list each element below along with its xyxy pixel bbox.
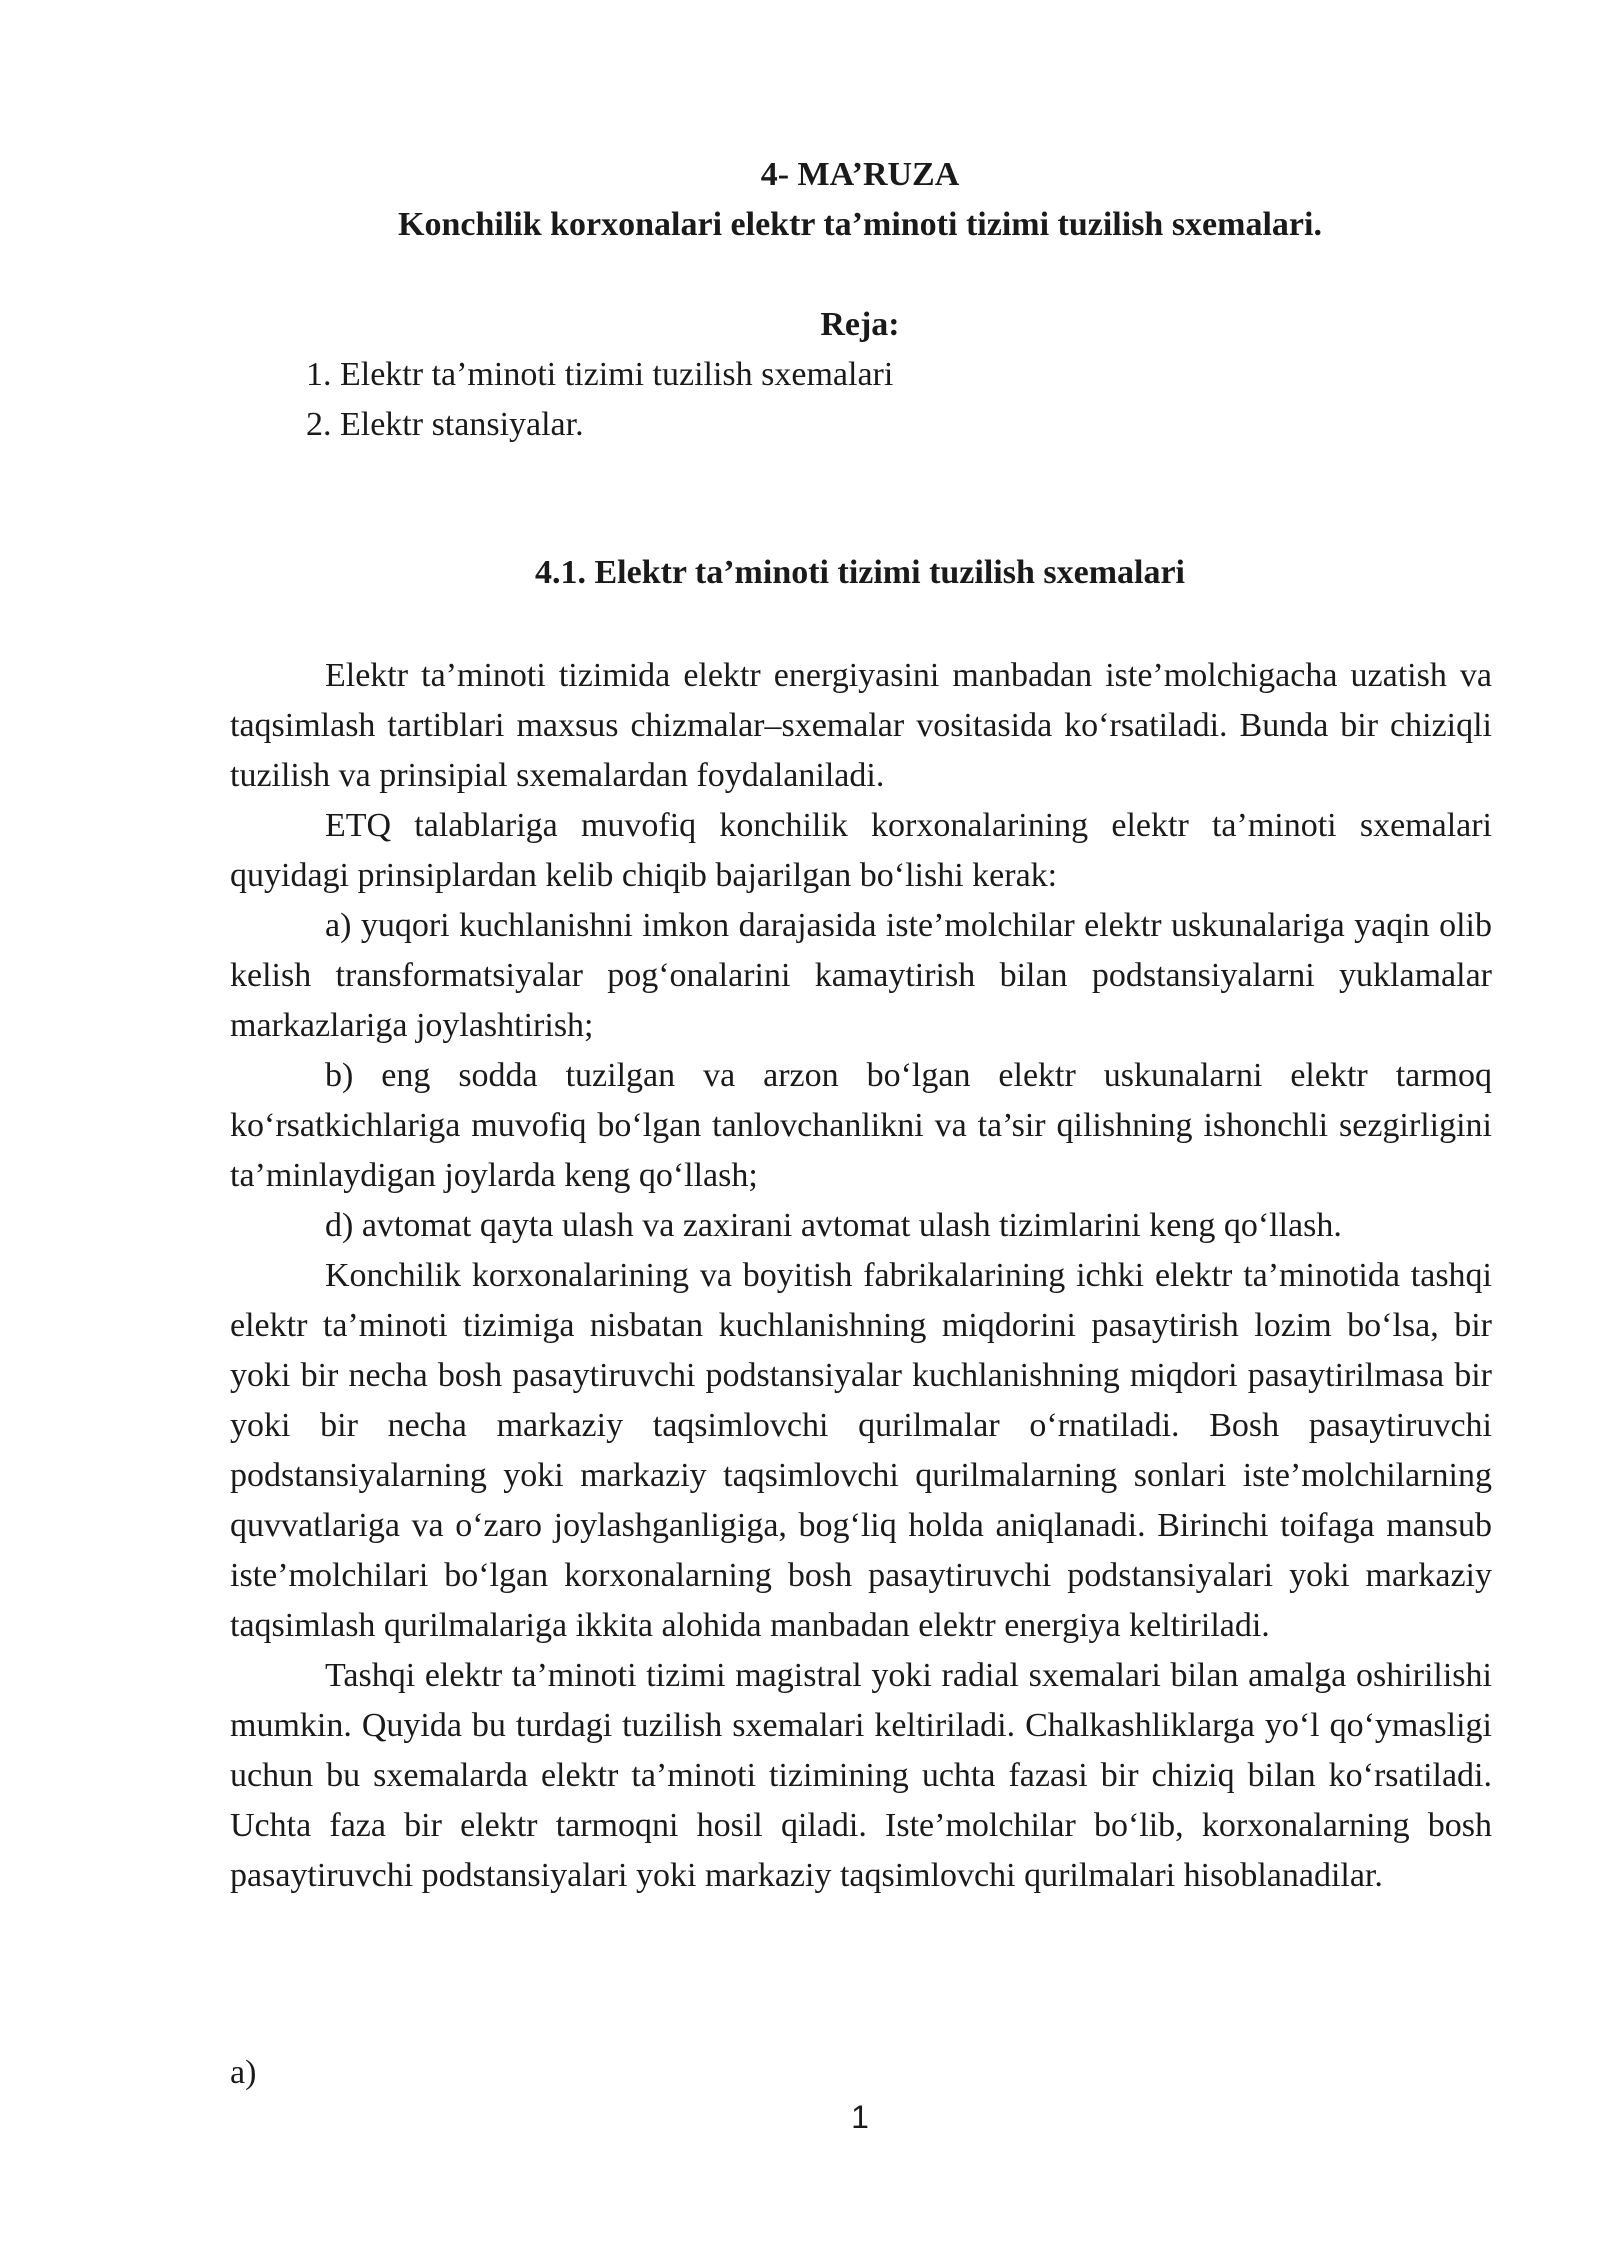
paragraph: a) yuqori kuchlanishni imkon darajasida iste’molchilar elektr uskunalariga yaqin olib kelish transformatsiyalar pog‘onalarini kamaytirish bilan podstansiyalarni yuklamalar markazlariga joylashtirish; — [230, 907, 1492, 1044]
plan-list — [306, 350, 893, 450]
plan-heading: Reja: — [820, 306, 900, 343]
paragraph: ETQ talablariga muvofiq konchilik korxonalarining elektr ta’minoti sxemalari quyidagi prinsiplardan kelib chiqib bajarilgan bo‘lishi kerak: — [230, 807, 1492, 894]
paragraph: b) eng sodda tuzilgan va arzon bo‘lgan elektr uskunalarni elektr tarmoq ko‘rsatkichlariga muvofiq bo‘lgan tanlovchanlikni va ta’sir qilishning ishonchli sezgirligini ta’minlaydigan joylarda keng qo‘llash; — [230, 1057, 1492, 1194]
section-body — [230, 651, 1492, 1901]
plan-item: 2. Elektr stansiyalar. — [306, 406, 584, 443]
lecture-title: Konchilik korxonalari elektr ta’minoti tizimi tuzilish sxemalari. — [398, 206, 1322, 243]
paragraph: d) avtomat qayta ulash va zaxirani avtomat ulash tizimlarini keng qo‘llash. — [325, 1207, 1342, 1244]
paragraph: Elektr ta’minoti tizimida elektr energiyasini manbadan iste’molchigacha uzatish va taqsimlash tartiblari maxsus chizmalar–sxemalar vositasida ko‘rsatiladi. Bunda bir chiziqli tuzilish va prinsipial sxemalardan foydalaniladi. — [230, 657, 1492, 794]
figure-label: a) — [230, 2054, 257, 2091]
section-title: 4.1. Elektr ta’minoti tizimi tuzilish sxemalari — [534, 554, 1186, 591]
page-number: 1 — [851, 2099, 869, 2135]
paragraph: Konchilik korxonalarining va boyitish fabrikalarining ichki elektr ta’minotida tashqi elektr ta’minoti tizimiga nisbatan kuchlanishning miqdorini pasaytirish lozim bo‘lsa, bir yoki bir necha bosh pasaytiruvchi podstansiyalar kuchlanishning miqdori pasaytirilmasa bir yoki bir necha markaziy taqsimlovchi qurilmalar o‘rnatiladi. Bosh pasaytiruvchi podstansiyalarning yoki markaziy taqsimlovchi qurilmalarning sonlari iste’molchilarning quvvatlariga va o‘zaro joylashganligiga, bog‘liq holda aniqlanadi. Birinchi toifaga mansub iste’molchilari bo‘lgan korxonalarning bosh pasaytiruvchi podstansiyalari yoki markaziy taqsimlash qurilmalariga ikkita alohida manbadan elektr energiya keltiriladi. — [230, 1257, 1492, 1644]
paragraph: Tashqi elektr ta’minoti tizimi magistral yoki radial sxemalari bilan amalga oshirilishi mumkin. Quyida bu turdagi tuzilish sxemalari keltiriladi. Chalkashliklarga yo‘l qo‘ymasligi uchun bu sxemalarda elektr ta’minoti tizimining uchta fazasi bir chiziq bilan ko‘rsatiladi. Uchta faza bir elektr tarmoqni hosil qiladi. Iste’molchilar bo‘lib, korxonalarning bosh pasaytiruvchi podstansiyalari yoki markaziy taqsimlovchi qurilmalari hisoblanadilar. — [230, 1657, 1492, 1894]
lecture-number: 4- MA’RUZA — [760, 156, 960, 193]
plan-item: 1. Elektr ta’minoti tizimi tuzilish sxemalari — [306, 356, 894, 393]
